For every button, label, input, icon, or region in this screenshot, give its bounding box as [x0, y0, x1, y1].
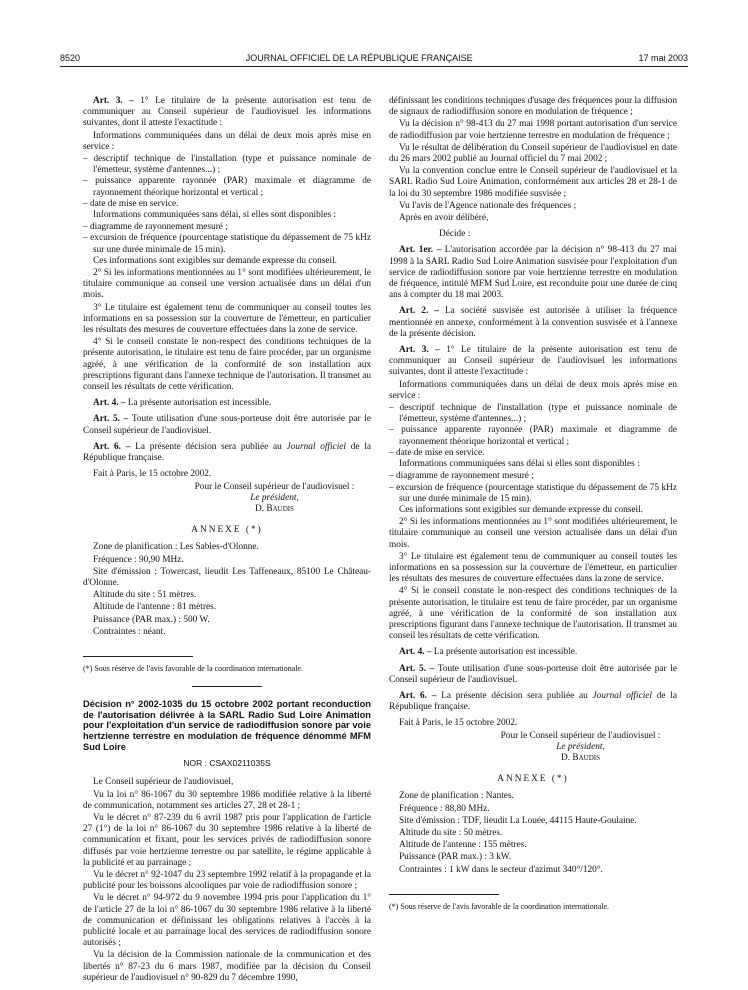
article-4: Art. 4. – La présente autorisation est incessible.: [93, 398, 272, 409]
exigible-paragraph: Ces informations sont exigibles sur demande expresse du conseil.: [93, 255, 337, 266]
page-header: [60, 50, 688, 64]
visa-line: Vu le résultat de délibération du Conseil supérieur de l'audiovisuel en date du 26 mars 2002 publié au Journal officiel du 7 mai 2002 ;: [389, 142, 677, 165]
article-1: Art. 1er. – L'autorisation accordée par la décision n° 98-413 du 27 mai 1998 à la SARL Radio Sud Loire Animation susvisée pour l'exploitation d'un service de radiodiffusion sonore par voie hertzienne terrestre en modulation de fréquence, intitulé MFM Sud Loire, est reconduite pour une durée de cinq ans à compter du 18 mai 2003.: [389, 245, 677, 301]
article-3: Art. 3. – 1° Le titulaire de la présente autorisation est tenu de communiquer au Conseil supérieur de l'audiovisuel les informations suivantes, dont il atteste l'exactitude :: [389, 345, 677, 378]
signature-block: Pour le Conseil supérieur de l'audiovisuel : Le président, D. Baudis: [194, 481, 355, 514]
article-4: Art. 4. – La présente autorisation est incessible.: [399, 647, 578, 658]
visa-line: Après en avoir délibéré,: [399, 213, 489, 224]
footnote-rule: [389, 894, 499, 895]
exigible-paragraph: Ces informations sont exigibles sur demande expresse du conseil.: [399, 504, 643, 515]
annexe-heading: ANNEXE (*): [497, 774, 569, 785]
journal-title: JOURNAL OFFICIEL DE LA RÉPUBLIQUE FRANÇAISE: [245, 52, 473, 63]
annex-line: Contraintes : 1 kW dans le secteur d'azimut 340°/120°.: [399, 864, 603, 875]
paragraph-4: 4° Si le conseil constate le non-respect des conditions techniques de la présente autorisation, le titulaire est tenu de faire procéder, par un organisme agréé, à une vérification de la conformité de son installation aux prescriptions figurant dans l'annexe technique de l'autorisation. Il transmet au conseil les résultats de cette vérification.: [389, 586, 677, 642]
annex-line: Fréquence : 88,80 MHz.: [399, 803, 490, 814]
visa-line: Vu l'avis de l'Agence nationale des fréquences ;: [399, 200, 577, 211]
decide-heading: Décide :: [439, 229, 471, 240]
list-item: – date de mise en service.: [389, 447, 485, 458]
annex-line: Contraintes : néant.: [93, 626, 166, 637]
footnote: (*) Sous réserve de l'avis favorable de la coordination internationale.: [83, 663, 304, 673]
list-item: – date de mise en service.: [83, 198, 179, 209]
list-item: – descriptif technique de l'installation (type et puissance nominale de l'émetteur, système d'antennes...) ;: [389, 403, 677, 425]
annex-line: Altitude de l'antenne : 155 mètres.: [399, 840, 527, 851]
visa-line: Vu la loi n° 86-1067 du 30 septembre 1986 modifiée relative à la liberté de communication, notamment ses articles 27, 28 et 28-1 ;: [83, 789, 371, 811]
right-column: [389, 96, 677, 913]
annex-line: Zone de planification : Les Sables-d'Olonne.: [93, 542, 259, 553]
continuation-text: définissant les conditions techniques d'usage des fréquences pour la diffusion de signaux de radiodiffusion sonore en modulation de fréquence ;: [389, 96, 677, 118]
annex-line: Altitude de l'antenne : 81 mètres.: [93, 602, 217, 613]
visa-line: Vu le décret n° 87-239 du 6 avril 1987 pris pour l'application de l'article 27 (1°) de la loi n° 86-1067 du 30 septembre 1986 relative à la liberté de communication et fixant, pour les services privés de radiodiffusion sonore diffusés par voie hertzienne terrestre ou par satellite, le régime applicable à la publicité et au parrainage ;: [83, 812, 371, 868]
list-item: – diagramme de rayonnement mesuré ;: [83, 222, 228, 233]
info-nodelay: Informations communiquées sans délai, si elles sont disponibles :: [93, 210, 336, 221]
list-item: – excursion de fréquence (pourcentage statistique du dépassement de 75 kHz sur une durée minimale de 15 min).: [83, 233, 371, 255]
visa-line: Vu le décret n° 94-972 du 9 novembre 1994 pris pour l'application du 1° de l'article 27 de la loi n° 86-1067 du 30 septembre 1986 relative à la liberté de communication et définissant les obligations relatives à l'accès à la publicité locale et au parrainage local des services de radiodiffusion sonore autorisés ;: [83, 893, 371, 949]
issue-date: 17 mai 2003: [638, 52, 688, 63]
annex-line: Zone de planification : Nantes.: [399, 791, 514, 802]
visa-line: Vu la décision n° 98-413 du 27 mai 1998 portant autorisation d'un service de radiodiffusion par voie hertzienne terrestre en modulation de fréquence ;: [389, 119, 677, 141]
paragraph-3: 3° Le titulaire est également tenu de communiquer au conseil toutes les informations en sa possession sur la couverture de l'émetteur, en particulier les résultats des mesures de couverture effectuées dans la zone de service.: [83, 302, 371, 336]
paragraph-4: 4° Si le conseil constate le non-respect des conditions techniques de la présente autorisation, le titulaire est tenu de faire procéder, par un organisme agréé, à une vérification de la conformité de son installation aux prescriptions figurant dans l'annexe technique de l'autorisation. Il transmet au conseil les résultats de cette vérification.: [83, 337, 371, 393]
article-6: Art. 6. – La présente décision sera publiée au Journal officiel de la République française.: [389, 690, 678, 713]
annex-line: Puissance (PAR max.) : 500 W.: [93, 614, 210, 625]
info-delay: Informations communiquées dans un délai de deux mois après mise en service :: [389, 379, 677, 401]
annex-line: Site d'émission : Towercast, lieudit Les Taffeneaux, 85100 Le Château-d'Olonne.: [83, 566, 371, 588]
page-number: 8520: [60, 52, 81, 63]
decision-title: Décision n° 2002-1035 du 15 octobre 2002 portant reconduction de l'autorisation délivrée à la SARL Radio Sud Loire Animation pour l'exploitation d'un service de radiodiffusion sonore par voie hertzienne terrestre en modulation de fréquence dénommé MFM Sud Loire: [83, 699, 371, 752]
list-item: – descriptif technique de l'installation (type et puissance nominale de l'émetteur, système d'antennes...) ;: [83, 154, 371, 176]
article-5: Art. 5. – Toute utilisation d'une sous-porteuse doit être autorisée par le Conseil supérieur de l'audiovisuel.: [83, 414, 372, 436]
annex-line: Site d'émission : TDF, lieudit La Louée, 44115 Haute-Goulaine.: [399, 815, 637, 826]
info-list-2: [83, 222, 371, 256]
annex-line: Fréquence : 90,90 MHz.: [93, 554, 184, 565]
annex-line: Altitude du site : 51 mètres.: [93, 590, 197, 601]
section-separator: [192, 686, 262, 687]
paragraph-3: 3° Le titulaire est également tenu de communiquer au conseil toutes les informations en sa possession sur la couverture de l'émetteur, en particulier les résultats des mesures de couverture effectuées dans la zone de service.: [389, 551, 677, 585]
list-item: – puissance apparente rayonnée (PAR) maximale et diagramme de rayonnement théorique horizontal et vertical ;: [83, 176, 371, 198]
annex-line: Altitude du site : 50 mètres.: [399, 827, 503, 838]
fait-a-paris: Fait à Paris, le 15 octobre 2002.: [399, 718, 518, 729]
fait-a-paris: Fait à Paris, le 15 octobre 2002.: [93, 469, 212, 480]
list-item: – diagramme de rayonnement mesuré ;: [389, 471, 534, 482]
info-list-2: [389, 471, 677, 505]
footnote-rule: [83, 656, 193, 657]
info-nodelay: Informations communiquées sans délai si elles sont disponibles :: [399, 459, 640, 470]
article-3: Art. 3. – 1° Le titulaire de la présente autorisation est tenu de communiquer au Conseil supérieur de l'audiovisuel les informations suivantes, dont il atteste l'exactitude :: [83, 96, 371, 129]
annexe-heading: ANNEXE (*): [191, 525, 263, 536]
paragraph-2: 2° Si les informations mentionnées au 1° sont modifiées ultérieurement, le titulaire communique au conseil une version actualisée dans un délai d'un mois.: [83, 268, 371, 301]
article-6: Art. 6. – La présente décision sera publiée au Journal officiel de la République française.: [83, 441, 372, 464]
info-delay: Informations communiquées dans un délai de deux mois après mise en service :: [83, 130, 371, 152]
info-list-1: [389, 403, 677, 459]
visa-line: Vu la convention conclue entre le Conseil supérieur de l'audiovisuel et la SARL Radio Sud Loire Animation, conformément aux articles 28 et 28-1 de la loi du 30 septembre 1986 modifiée susvisée ;: [389, 166, 677, 199]
visa-line: Vu la décision de la Commission nationale de la communication et des libertés n° 87-23 du 6 mars 1987, modifiée par la décision du Conseil supérieur de l'audiovisuel n° 90-829 du 7 décembre 1990,: [83, 950, 371, 983]
list-item: – excursion de fréquence (pourcentage statistique du dépassement de 75 kHz sur une durée minimale de 15 min).: [389, 482, 677, 504]
left-column: [83, 96, 371, 985]
header-rule: [60, 66, 688, 67]
annex-line: Puissance (PAR max.) : 3 kW.: [399, 852, 512, 863]
visa-line: Le Conseil supérieur de l'audiovisuel,: [93, 777, 234, 788]
list-item: – puissance apparente rayonnée (PAR) maximale et diagramme de rayonnement théorique horizontal et vertical ;: [389, 425, 677, 447]
nor-reference: NOR : CSAX0211035S: [183, 758, 271, 769]
visa-line: Vu le décret n° 92-1047 du 23 septembre 1992 relatif à la propagande et la publicité pour les boissons alcooliques par voie de radiodiffusion sonore ;: [83, 869, 371, 892]
footnote: (*) Sous réserve de l'avis favorable de la coordination internationale.: [389, 901, 610, 911]
article-2: Art. 2. – La société susvisée est autorisée à utiliser la fréquence mentionnée en annexe, conformément à la convention susvisée et à l'annexe de la présente décision.: [389, 306, 678, 339]
paragraph-2: 2° Si les informations mentionnées au 1° sont modifiées ultérieurement, le titulaire communique au conseil une version actualisée dans un délai d'un mois.: [389, 517, 677, 550]
info-list-1: [83, 154, 371, 210]
signature-block: Pour le Conseil supérieur de l'audiovisuel : Le président, D. Baudis: [500, 730, 661, 763]
article-5: Art. 5. – Toute utilisation d'une sous-porteuse doit être autorisée par le Conseil supérieur de l'audiovisuel.: [389, 663, 678, 685]
